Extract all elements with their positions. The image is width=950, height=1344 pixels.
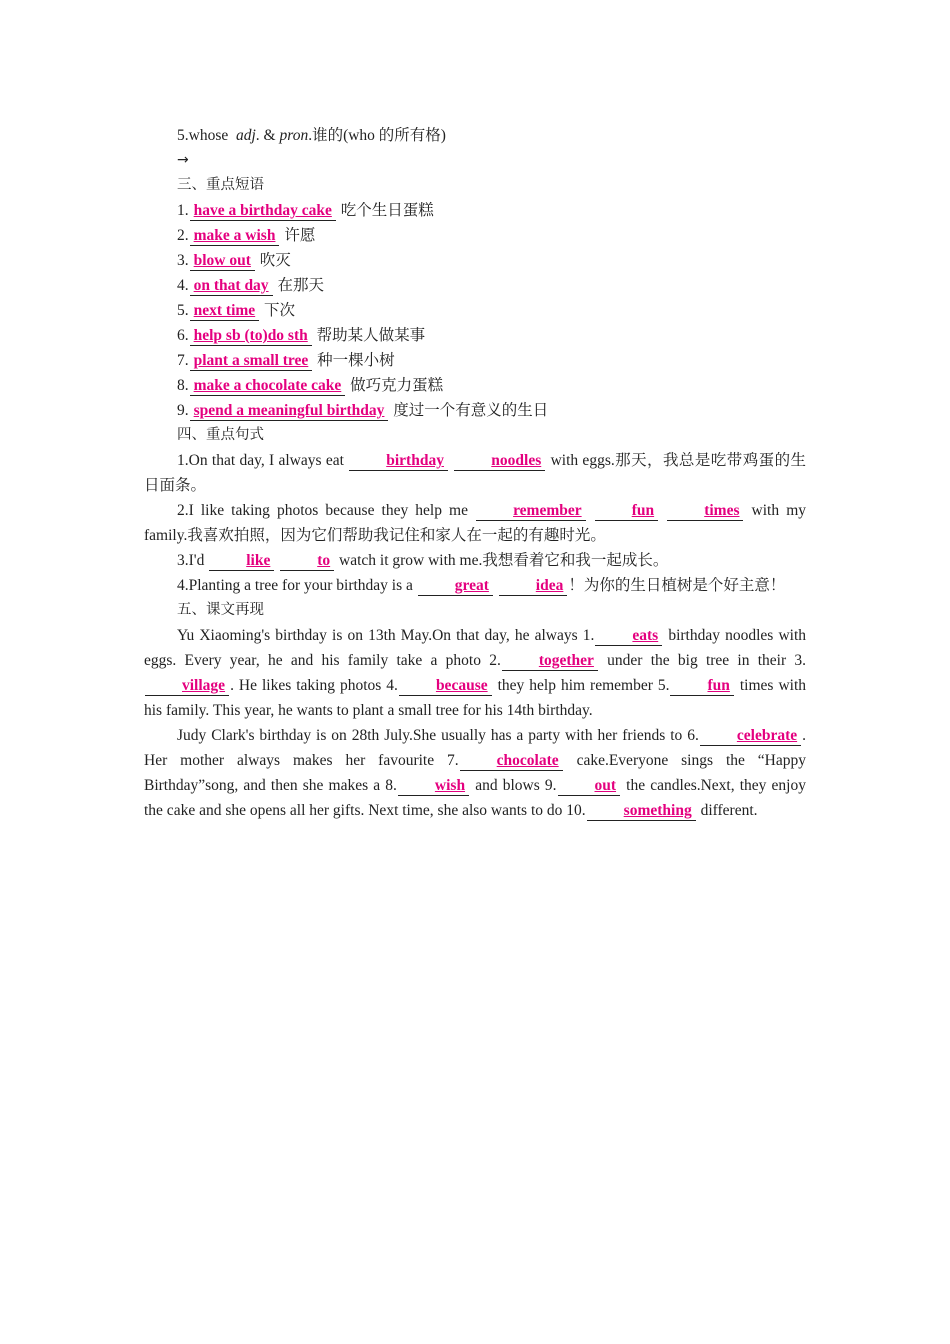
answer: eats xyxy=(632,627,659,644)
arrow-line xyxy=(144,148,806,173)
text: Judy Clark's birthday is on 28th July.She usually has a party with her friends to 6. xyxy=(177,727,699,744)
answer: noodles xyxy=(491,452,542,469)
pos-adj: adj xyxy=(235,127,256,144)
answer: times xyxy=(704,502,740,519)
answer: because xyxy=(435,677,488,694)
phrase-item xyxy=(144,273,806,298)
answer-blank xyxy=(280,552,334,571)
answer-blank xyxy=(398,777,469,796)
phrase-item xyxy=(144,373,806,398)
answer: help sb (to)do sth xyxy=(193,327,308,344)
phrase-item xyxy=(144,248,806,273)
answer-blank xyxy=(349,452,448,471)
phrase-item xyxy=(144,398,806,423)
answer: plant a small tree xyxy=(193,352,309,369)
phrase-meaning: 做巧克力蛋糕 xyxy=(350,377,444,394)
answer: like xyxy=(246,552,271,569)
phrase-num: 5. xyxy=(177,302,189,319)
answer-blank xyxy=(190,252,255,271)
pos-pron: pron xyxy=(279,127,309,144)
arrow-icon: → xyxy=(177,152,189,168)
answer-blank xyxy=(670,677,733,696)
answer-blank xyxy=(595,502,658,521)
answer-blank xyxy=(190,327,312,346)
answer: next time xyxy=(193,302,256,319)
text: 4.Planting a tree for your birthday is a xyxy=(177,577,417,594)
phrase-num: 4. xyxy=(177,277,189,294)
answer: on that day xyxy=(193,277,269,294)
text: the candles.Next, they enjoy the cake and she opens all her gifts. Next time, she also wants to do 10. xyxy=(144,777,806,819)
answer: blow out xyxy=(193,252,251,269)
phrase-num: 3. xyxy=(177,252,189,269)
text: cake.Everyone sings the “Happy Birthday”song, and then she makes a 8. xyxy=(144,752,806,794)
answer: out xyxy=(594,777,617,794)
answer-blank xyxy=(190,227,280,246)
answer: together xyxy=(538,652,594,669)
answer: celebrate xyxy=(736,727,798,744)
answer-blank xyxy=(190,377,346,396)
answer-blank xyxy=(190,352,313,371)
sentence-4 xyxy=(144,573,806,598)
answer: fun xyxy=(707,677,730,694)
text: and blows 9. xyxy=(470,777,557,794)
answer-blank xyxy=(190,402,389,421)
vocab-word: 5.whose xyxy=(177,127,229,144)
section-title-text-review: 五、课文再现 xyxy=(177,602,264,618)
pos-sep: . & xyxy=(255,127,280,144)
sentence-3 xyxy=(144,548,806,573)
text: times with his family. This year, he wants to plant a small tree for his 14th birthday. xyxy=(144,677,807,719)
phrase-meaning: 下次 xyxy=(264,302,296,319)
phrase-num: 9. xyxy=(177,402,189,419)
text: they help him remember 5. xyxy=(492,677,670,694)
answer-blank xyxy=(209,552,274,571)
answer-blank xyxy=(145,677,229,696)
answer-blank xyxy=(502,652,598,671)
sentence-2 xyxy=(144,498,806,548)
phrase-item xyxy=(144,348,806,373)
answer-blank xyxy=(190,277,273,296)
answer: village xyxy=(182,677,226,694)
vocab-item-5 xyxy=(144,123,806,148)
answer-blank xyxy=(558,777,621,796)
answer: spend a meaningful birthday xyxy=(193,402,385,419)
phrase-item xyxy=(144,323,806,348)
phrase-num: 7. xyxy=(177,352,189,369)
text: 3.I'd xyxy=(177,552,209,569)
answer: birthday xyxy=(386,452,444,469)
answer-blank xyxy=(454,452,545,471)
answer: wish xyxy=(434,777,466,794)
answer-blank xyxy=(399,677,492,696)
answer-blank xyxy=(667,502,743,521)
text: ！为你的生日植树是个好主意！ xyxy=(568,577,786,594)
text: different. xyxy=(696,802,758,819)
answer: idea xyxy=(535,577,564,594)
passage-paragraph-1 xyxy=(144,623,806,723)
phrase-meaning: 吹灭 xyxy=(259,252,291,269)
text: watch it grow with me.我想看着它和我一起成长。 xyxy=(335,552,669,569)
answer: make a wish xyxy=(193,227,276,244)
phrase-num: 1. xyxy=(177,202,189,219)
sentence-1 xyxy=(144,448,806,498)
answer: make a chocolate cake xyxy=(193,377,342,394)
vocab-meaning: .谁的(who 的所有格) xyxy=(308,127,446,144)
answer-blank xyxy=(190,302,260,321)
phrase-meaning: 吃个生日蛋糕 xyxy=(340,202,434,219)
section-title-phrases: 三、重点短语 xyxy=(177,177,264,193)
phrase-item xyxy=(144,223,806,248)
answer: to xyxy=(317,552,331,569)
phrase-meaning: 在那天 xyxy=(277,277,324,294)
text: 2.I like taking photos because they help me xyxy=(177,502,476,519)
text: . He likes taking photos 4. xyxy=(230,677,398,694)
phrase-num: 8. xyxy=(177,377,189,394)
answer-blank xyxy=(700,727,801,746)
phrase-meaning: 许愿 xyxy=(284,227,316,244)
text: birthday noodles with eggs. Every year, he and his family take a photo 2. xyxy=(144,627,806,669)
answer: great xyxy=(454,577,489,594)
passage-paragraph-2 xyxy=(144,723,806,823)
answer: chocolate xyxy=(496,752,559,769)
answer: have a birthday cake xyxy=(193,202,332,219)
answer-blank xyxy=(587,802,696,821)
phrase-meaning: 帮助某人做某事 xyxy=(316,327,426,344)
answer-blank xyxy=(476,502,586,521)
phrase-item xyxy=(144,298,806,323)
phrase-list xyxy=(144,198,806,423)
answer: remember xyxy=(513,502,582,519)
phrase-item xyxy=(144,198,806,223)
text: under the big tree in their 3. xyxy=(598,652,806,669)
text: 1.On that day, I always eat xyxy=(177,452,349,469)
text: with my family.我喜欢拍照，因为它们帮助我记住和家人在一起的有趣时光。 xyxy=(144,502,806,544)
phrase-meaning: 种一棵小树 xyxy=(317,352,395,369)
answer-blank xyxy=(418,577,493,596)
text: . Her mother always makes her favourite 7. xyxy=(144,727,806,769)
answer: fun xyxy=(631,502,655,519)
answer: something xyxy=(623,802,692,819)
phrase-meaning: 度过一个有意义的生日 xyxy=(393,402,549,419)
phrase-num: 6. xyxy=(177,327,189,344)
section-title-sentences: 四、重点句式 xyxy=(177,427,264,443)
phrase-num: 2. xyxy=(177,227,189,244)
answer-blank xyxy=(460,752,563,771)
answer-blank xyxy=(499,577,568,596)
document-page xyxy=(144,123,806,823)
answer-blank xyxy=(595,627,662,646)
text: Yu Xiaoming's birthday is on 13th May.On that day, he always 1. xyxy=(177,627,595,644)
text: with eggs.那天，我总是吃带鸡蛋的生日面条。 xyxy=(144,452,807,494)
answer-blank xyxy=(190,202,336,221)
